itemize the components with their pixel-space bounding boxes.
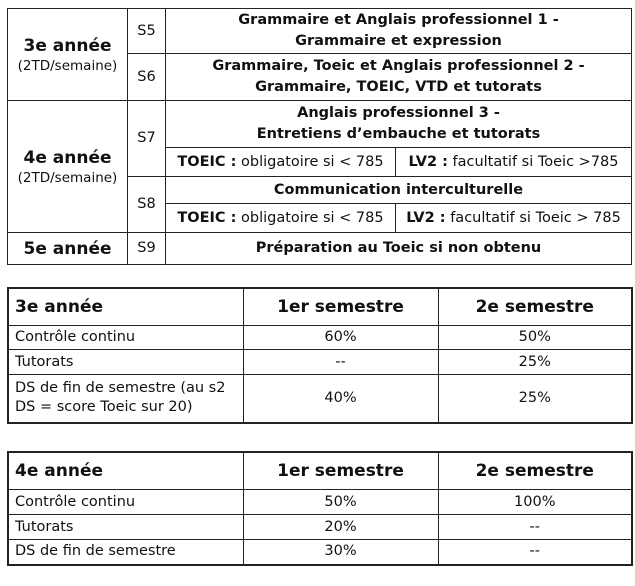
grades-table-year-3 xyxy=(7,287,633,424)
grades-4-row-s1: 50% xyxy=(243,490,438,515)
grades-3-row-s2: 25% xyxy=(438,375,632,423)
grades-4-row-s2: -- xyxy=(438,540,632,565)
s8-lv2-key: LV2 : xyxy=(406,209,446,226)
course-s5 xyxy=(166,9,632,54)
grades-3-row-label: Tutorats xyxy=(8,350,243,375)
row-s9 xyxy=(8,233,632,265)
grades-3-row-label: Contrôle continu xyxy=(8,326,243,350)
table-row xyxy=(8,326,632,350)
s8-lv2-note xyxy=(396,204,632,233)
course-s6-line2: Grammaire, TOEIC, VTD et tutorats xyxy=(255,79,542,95)
grades-3-row-label xyxy=(8,375,243,423)
year-3-cell xyxy=(8,9,128,101)
grades-4-row-label: DS de fin de semestre xyxy=(8,540,243,565)
table-row xyxy=(8,540,632,565)
course-s7 xyxy=(166,101,632,148)
year-4-cell xyxy=(8,101,128,233)
year-3-sub: (2TD/semaine) xyxy=(17,57,118,74)
course-s6 xyxy=(166,54,632,101)
semester-s9: S9 xyxy=(128,233,166,265)
row-s5 xyxy=(8,9,632,54)
grades-4-row-label: Contrôle continu xyxy=(8,490,243,515)
semester-s7: S7 xyxy=(128,101,166,177)
year-5-cell xyxy=(8,233,128,265)
table-row xyxy=(8,490,632,515)
semester-s5: S5 xyxy=(128,9,166,54)
grades-3-sem2-header: 2e semestre xyxy=(438,288,632,326)
grades-3-year: 3e année xyxy=(8,288,243,326)
semester-s6: S6 xyxy=(128,54,166,101)
table-row xyxy=(8,375,632,423)
year-5-name: 5e année xyxy=(23,238,112,259)
s7-toeic-key: TOEIC : xyxy=(177,153,237,170)
course-s6-line1: Grammaire, Toeic et Anglais professionnel 2 - xyxy=(212,58,585,74)
grades-3-row-label-line1: DS de fin de semestre (au s2 xyxy=(15,380,226,397)
curriculum-table xyxy=(7,8,632,265)
course-s8-line1: Communication interculturelle xyxy=(273,181,524,198)
s8-toeic-key: TOEIC : xyxy=(177,209,237,226)
semester-s8: S8 xyxy=(128,177,166,233)
grades-table-year-4 xyxy=(7,451,633,566)
table-row xyxy=(8,350,632,375)
s8-lv2-value: facultatif si Toeic > 785 xyxy=(445,209,621,226)
s7-toeic-value: obligatoire si < 785 xyxy=(236,153,384,170)
grades-4-row-s1: 30% xyxy=(243,540,438,565)
course-s5-line1: Grammaire et Anglais professionnel 1 - xyxy=(238,12,559,28)
grades-3-header xyxy=(8,288,632,326)
course-s5-line2: Grammaire et expression xyxy=(295,33,502,49)
s7-lv2-note xyxy=(396,148,632,177)
grades-4-row-label: Tutorats xyxy=(8,515,243,540)
grades-3-row-label-line2: DS = score Toeic sur 20) xyxy=(15,399,193,416)
grades-4-year: 4e année xyxy=(8,452,243,490)
grades-4-row-s2: 100% xyxy=(438,490,632,515)
s8-toeic-value: obligatoire si < 785 xyxy=(236,209,384,226)
s7-lv2-key: LV2 : xyxy=(408,153,448,170)
grades-3-row-s1: -- xyxy=(243,350,438,375)
s7-lv2-value: facultatif si Toeic >785 xyxy=(447,153,619,170)
s8-toeic-note xyxy=(166,204,396,233)
row-s7 xyxy=(8,101,632,148)
grades-3-row-s2: 25% xyxy=(438,350,632,375)
course-s8 xyxy=(166,177,632,204)
course-s9-line1: Préparation au Toeic si non obtenu xyxy=(255,240,542,256)
year-4-sub: (2TD/semaine) xyxy=(17,169,118,186)
year-3-name: 3e année xyxy=(23,35,112,56)
grades-3-row-s1: 60% xyxy=(243,326,438,350)
year-4-name: 4e année xyxy=(23,147,112,168)
grades-3-sem1-header: 1er semestre xyxy=(243,288,438,326)
grades-4-header xyxy=(8,452,632,490)
grades-4-sem2-header: 2e semestre xyxy=(438,452,632,490)
grades-4-row-s2: -- xyxy=(438,515,632,540)
course-s7-line1: Anglais professionnel 3 - xyxy=(297,105,500,121)
grades-3-row-s1: 40% xyxy=(243,375,438,423)
table-row xyxy=(8,515,632,540)
grades-4-sem1-header: 1er semestre xyxy=(243,452,438,490)
course-s7-line2: Entretiens d’embauche et tutorats xyxy=(256,126,541,142)
s7-toeic-note xyxy=(166,148,396,177)
grades-4-row-s1: 20% xyxy=(243,515,438,540)
course-s9 xyxy=(166,233,632,265)
grades-3-row-s2: 50% xyxy=(438,326,632,350)
